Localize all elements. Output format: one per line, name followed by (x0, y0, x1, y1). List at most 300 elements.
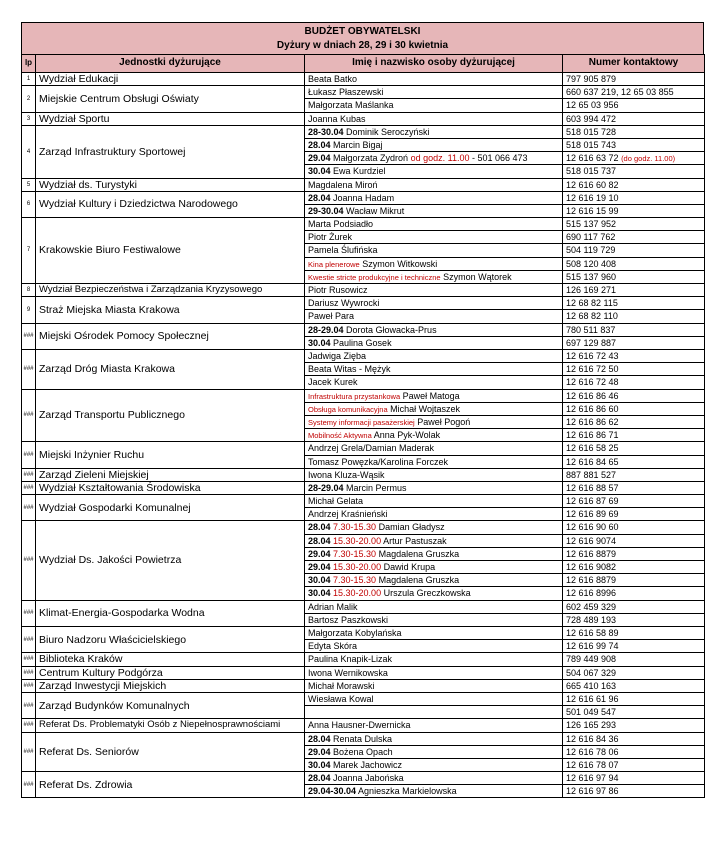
person-text: Małgorzata Maślanka (308, 100, 394, 111)
row-phones (563, 125, 705, 178)
phone-entry (563, 179, 704, 191)
person-entry (305, 561, 562, 574)
person-entry (305, 258, 562, 271)
phone-text: 12 616 86 62 (566, 416, 619, 427)
phone-entry (563, 456, 704, 468)
person-entry (305, 231, 562, 244)
phone-text: 602 459 329 (566, 601, 617, 612)
phone-entry (563, 561, 704, 574)
row-phones (563, 521, 705, 600)
phone-entry (563, 746, 704, 759)
phone-text: 12 616 19 10 (566, 192, 619, 203)
table-row (22, 481, 705, 494)
phone-text: 508 120 408 (566, 258, 617, 269)
phone-entry (563, 165, 704, 177)
phone-text: 501 049 547 (566, 707, 617, 718)
phone-entry (563, 548, 704, 561)
phone-entry (563, 587, 704, 599)
phone-text: 12 616 78 06 (566, 746, 619, 757)
person-text: Marcin Bigaj (330, 139, 383, 150)
table-row (22, 323, 705, 349)
row-lp: 8 (22, 284, 36, 297)
phone-text: 12 65 03 956 (566, 100, 619, 111)
row-phones (563, 297, 705, 323)
row-phones (563, 679, 705, 692)
person-entry (305, 205, 562, 217)
row-phones (563, 323, 705, 349)
phone-text: 797 905 879 (566, 74, 617, 84)
person-date: 30.04 (308, 337, 331, 348)
row-unit: Zarząd Infrastruktury Sportowej (36, 125, 305, 178)
phone-entry (563, 429, 704, 441)
table-row (22, 218, 705, 284)
row-phones (563, 481, 705, 494)
person-entry (305, 113, 562, 125)
table-row (22, 297, 705, 323)
person-text: Bartosz Paszkowski (308, 614, 389, 625)
phone-text: 12 616 15 99 (566, 205, 619, 216)
row-unit: Klimat-Energia-Gospodarka Wodna (36, 600, 305, 626)
row-lp: 7 (22, 218, 36, 284)
row-persons (305, 86, 563, 112)
phone-entry (563, 706, 704, 718)
phone-text: 12 616 72 48 (566, 377, 619, 388)
person-text: Michał Gelata (308, 496, 364, 507)
phone-text: 12 616 72 50 (566, 364, 619, 375)
phone-text: 12 616 63 72 (566, 153, 622, 164)
phone-entry (563, 258, 704, 271)
row-persons (305, 442, 563, 468)
row-persons (305, 521, 563, 600)
person-date: 29.04 (308, 746, 331, 757)
phone-entry (563, 495, 704, 508)
phone-text: 603 994 472 (566, 113, 617, 124)
phone-text: 12 616 9082 (566, 562, 617, 573)
phone-text: 12 616 61 96 (566, 693, 619, 704)
phone-text: 12 616 90 60 (566, 522, 619, 533)
person-text: - 501 066 473 (469, 153, 528, 164)
phone-entry (563, 680, 704, 692)
phone-text: 12 616 8879 (566, 548, 617, 559)
table-row (22, 692, 705, 718)
person-entry (305, 363, 562, 376)
phone-entry (563, 218, 704, 231)
row-persons (305, 297, 563, 323)
phone-entry (563, 772, 704, 785)
person-date: 28-29.04 (308, 324, 344, 335)
person-date: 28.04 (308, 139, 331, 150)
person-text: Agnieszka Markielowska (356, 786, 457, 797)
table-row (22, 86, 705, 112)
row-lp: ### (22, 323, 36, 349)
row-lp: ### (22, 521, 36, 600)
row-persons (305, 679, 563, 692)
table-row (22, 679, 705, 692)
row-lp: 1 (22, 73, 36, 86)
row-lp: ### (22, 468, 36, 481)
phone-entry (563, 693, 704, 706)
phone-text: 12 616 58 89 (566, 627, 619, 638)
person-text: Andrzej Grela/Damian Maderak (308, 443, 435, 454)
person-note: 15.30-20.00 (330, 535, 382, 546)
row-phones (563, 495, 705, 521)
person-note: Kina plenerowe (308, 259, 360, 269)
row-persons (305, 73, 563, 86)
row-persons (305, 178, 563, 191)
phone-text: 780 511 837 (566, 324, 616, 335)
phone-entry (563, 535, 704, 548)
header-row (22, 55, 705, 73)
person-entry (305, 86, 562, 99)
person-text: Michał Wojtaszek (387, 403, 460, 414)
table-row (22, 73, 705, 86)
row-lp: 2 (22, 86, 36, 112)
person-text: Beata Batko (308, 74, 358, 84)
person-entry (305, 680, 562, 692)
person-entry (305, 469, 562, 481)
row-persons (305, 772, 563, 798)
phone-entry (563, 337, 704, 349)
row-unit: Wydział Edukacji (36, 73, 305, 86)
person-note: 15.30-20.00 (330, 562, 382, 573)
phone-entry (563, 403, 704, 416)
person-text: Małgorzata Zydroń (330, 153, 411, 164)
person-text: Wiesława Kowal (308, 693, 374, 704)
person-text: Magdalena Gruszka (376, 548, 460, 559)
phone-entry (563, 99, 704, 111)
phone-text: 12 616 8879 (566, 575, 617, 586)
row-phones (563, 389, 705, 442)
phone-text: 518 015 743 (566, 139, 617, 150)
phone-text: 12 616 9074 (566, 535, 617, 546)
person-date: 30.04 (308, 759, 331, 770)
person-text: Dorota Głowacka-Prus (343, 324, 437, 335)
phone-text: 126 165 293 (566, 720, 617, 731)
person-date: 29.04-30.04 (308, 786, 357, 797)
person-text: Marek Jachowicz (330, 759, 403, 770)
row-lp: ### (22, 481, 36, 494)
phone-entry (563, 350, 704, 363)
row-persons (305, 692, 563, 718)
phone-entry (563, 244, 704, 257)
phone-text: 12 616 78 07 (566, 759, 619, 770)
phone-text: 515 137 952 (566, 219, 617, 230)
row-phones (563, 666, 705, 679)
table-body (22, 73, 705, 798)
person-text: Artur Pastuszak (381, 535, 447, 546)
table-row (22, 112, 705, 125)
person-entry (305, 508, 562, 520)
row-phones (563, 191, 705, 217)
phone-entry (563, 627, 704, 640)
phone-text: 504 119 729 (566, 245, 616, 256)
person-entry (305, 521, 562, 534)
person-entry (305, 706, 562, 718)
person-note: Systemy informacji pasażerskiej (308, 417, 415, 427)
phone-entry (563, 759, 704, 771)
person-entry (305, 192, 562, 205)
person-text: Urszula Greczkowska (381, 588, 471, 599)
phone-entry (563, 376, 704, 388)
row-phones (563, 600, 705, 626)
person-text: Piotr Rusowicz (308, 285, 368, 296)
person-entry (305, 244, 562, 257)
row-lp: ### (22, 732, 36, 772)
person-entry (305, 271, 562, 283)
person-text: Dawid Krupa (381, 562, 436, 573)
phone-entry (563, 601, 704, 614)
duty-table (21, 54, 705, 798)
row-persons (305, 191, 563, 217)
row-phones (563, 178, 705, 191)
person-entry (305, 442, 562, 455)
phone-entry (563, 126, 704, 139)
phone-entry (563, 310, 704, 322)
person-entry (305, 548, 562, 561)
person-entry (305, 456, 562, 468)
person-entry (305, 627, 562, 640)
table-row (22, 442, 705, 468)
row-unit: Krakowskie Biuro Festiwalowe (36, 218, 305, 284)
row-lp: ### (22, 389, 36, 442)
row-unit: Zarząd Zieleni Miejskiej (36, 468, 305, 481)
person-text: Szymon Wątorek (440, 271, 512, 282)
person-entry (305, 772, 562, 785)
person-text: Edyta Skóra (308, 641, 358, 652)
row-persons (305, 653, 563, 666)
person-entry (305, 403, 562, 416)
row-persons (305, 732, 563, 772)
row-persons (305, 626, 563, 652)
phone-text: 12 616 8996 (566, 588, 617, 599)
phone-text: 12 616 86 46 (566, 390, 619, 401)
row-unit: Zarząd Budynków Komunalnych (36, 692, 305, 718)
row-phones (563, 86, 705, 112)
person-note: od godz. 11.00 (410, 153, 470, 164)
phone-entry (563, 205, 704, 217)
phone-entry (563, 508, 704, 520)
row-lp: 9 (22, 297, 36, 323)
phone-text: 126 169 271 (566, 285, 617, 296)
person-text: Tomasz Powęzka/Karolina Forczek (308, 456, 449, 467)
person-entry (305, 785, 562, 797)
phone-text: 12 616 97 94 (566, 773, 619, 784)
phone-entry (563, 521, 704, 534)
row-lp: ### (22, 772, 36, 798)
person-text: Piotr Żurek (308, 232, 353, 243)
table-row (22, 468, 705, 481)
person-note: Mobilność Aktywna (308, 431, 372, 441)
phone-entry (563, 640, 704, 652)
table-row (22, 125, 705, 178)
person-text: Ewa Kurdziel (330, 166, 386, 177)
phone-entry (563, 363, 704, 376)
row-phones (563, 468, 705, 481)
person-text: Wacław Mikrut (343, 205, 405, 216)
phone-entry (563, 442, 704, 455)
phone-entry (563, 482, 704, 494)
person-date: 28-29.04 (308, 482, 344, 493)
person-date: 29.04 (308, 562, 331, 573)
table-row (22, 350, 705, 390)
row-phones (563, 73, 705, 86)
phone-text: 12 616 86 71 (566, 430, 619, 441)
person-entry (305, 719, 562, 731)
phone-text: 12 68 82 115 (566, 298, 618, 309)
table-row (22, 772, 705, 798)
table-row (22, 389, 705, 442)
row-persons (305, 468, 563, 481)
person-date: 30.04 (308, 588, 331, 599)
row-phones (563, 218, 705, 284)
person-note: Obsługa komunikacyjna (308, 404, 388, 414)
row-persons (305, 323, 563, 349)
row-unit: Wydział Gospodarki Komunalnej (36, 495, 305, 521)
row-phones (563, 284, 705, 297)
person-text: Pamela Ślufińska (308, 245, 378, 256)
phone-entry (563, 469, 704, 481)
row-persons (305, 350, 563, 390)
phone-text: 12 616 87 69 (566, 496, 619, 507)
col-unit: Jednostki dyżurujące (36, 55, 305, 73)
person-entry (305, 693, 562, 706)
person-text: Joanna Hadam (330, 192, 395, 203)
table-row (22, 719, 705, 732)
table-row (22, 666, 705, 679)
person-entry (305, 416, 562, 429)
person-text: Joanna Kubas (308, 113, 366, 124)
phone-text: 12 616 99 74 (566, 641, 619, 652)
row-phones (563, 653, 705, 666)
row-unit: Zarząd Transportu Publicznego (36, 389, 305, 442)
sheet-header (21, 22, 704, 54)
person-entry (305, 165, 562, 177)
row-lp: 3 (22, 112, 36, 125)
phone-text: 789 449 908 (566, 654, 617, 665)
person-entry (305, 535, 562, 548)
person-entry (305, 390, 562, 403)
row-persons (305, 719, 563, 732)
person-entry (305, 310, 562, 322)
phone-entry (563, 574, 704, 587)
person-text: Damian Gładysz (376, 522, 445, 533)
phone-entry (563, 653, 704, 665)
person-entry (305, 640, 562, 652)
phone-entry (563, 231, 704, 244)
col-person: Imię i nazwisko osoby dyżurującej (305, 55, 563, 73)
row-persons (305, 600, 563, 626)
row-unit: Referat Ds. Seniorów (36, 732, 305, 772)
row-unit: Biuro Nadzoru Właścicielskiego (36, 626, 305, 652)
phone-text: 728 489 193 (566, 614, 617, 625)
row-unit: Zarząd Inwestycji Miejskich (36, 679, 305, 692)
row-unit: Miejskie Centrum Obsługi Oświaty (36, 86, 305, 112)
phone-text: 12 616 84 65 (566, 456, 619, 467)
person-text: Bożena Opach (330, 746, 393, 757)
person-entry (305, 284, 562, 296)
row-phones (563, 626, 705, 652)
person-text: Paulina Knapik-Lizak (308, 654, 393, 665)
table-row (22, 626, 705, 652)
row-persons (305, 481, 563, 494)
sheet-title: BUDŻET OBYWATELSKI (304, 26, 421, 37)
phone-entry (563, 324, 704, 337)
person-text: Andrzej Kraśnieński (308, 509, 388, 520)
person-entry (305, 574, 562, 587)
phone-entry (563, 113, 704, 125)
row-unit: Miejski Ośrodek Pomocy Społecznej (36, 323, 305, 349)
phone-entry (563, 390, 704, 403)
phone-entry (563, 73, 704, 85)
person-entry (305, 653, 562, 665)
person-entry (305, 73, 562, 85)
row-lp: ### (22, 692, 36, 718)
person-note: Infrastruktura przystankowa (308, 391, 401, 401)
person-text: Iwona Wernikowska (308, 667, 388, 678)
table-row (22, 653, 705, 666)
person-text: Magdalena Gruszka (376, 575, 460, 586)
row-unit: Wydział Kultury i Dziedzictwa Narodowego (36, 191, 305, 217)
row-lp: ### (22, 626, 36, 652)
row-persons (305, 284, 563, 297)
phone-text: 12 616 58 25 (566, 443, 619, 454)
person-text: Marta Podsiadło (308, 219, 374, 230)
phone-text: 12 616 60 82 (566, 179, 619, 190)
phone-text: 12 68 82 110 (566, 311, 618, 322)
phone-entry (563, 152, 704, 165)
phone-text: 660 637 219, 12 65 03 855 (566, 87, 674, 98)
row-unit: Referat Ds. Zdrowia (36, 772, 305, 798)
table-row (22, 495, 705, 521)
row-persons (305, 218, 563, 284)
row-phones (563, 350, 705, 390)
phone-entry (563, 614, 704, 626)
phone-text: 690 117 762 (566, 232, 616, 243)
person-date: 30.04 (308, 166, 331, 177)
row-lp: ### (22, 350, 36, 390)
row-unit: Centrum Kultury Podgórza (36, 666, 305, 679)
person-date: 28.04 (308, 535, 331, 546)
person-text: Dominik Seroczyński (343, 126, 430, 137)
row-unit: Wydział Sportu (36, 112, 305, 125)
person-entry (305, 601, 562, 614)
phone-text: 12 616 84 36 (566, 733, 619, 744)
phone-entry (563, 719, 704, 731)
phone-text: 515 137 960 (566, 271, 617, 282)
person-text: Anna Pyk-Wolak (371, 430, 441, 441)
person-text: Magdalena Miroń (308, 179, 378, 190)
person-text: Łukasz Płaszewski (308, 87, 384, 98)
phone-entry (563, 416, 704, 429)
person-note: 7.30-15.30 (330, 548, 377, 559)
phone-entry (563, 284, 704, 296)
person-note: 7.30-15.30 (330, 522, 377, 533)
person-text: Paweł Matoga (400, 390, 460, 401)
row-lp: 6 (22, 191, 36, 217)
phone-entry (563, 667, 704, 679)
person-note: 7.30-15.30 (330, 575, 377, 586)
person-date: 28.04 (308, 192, 331, 203)
phone-entry (563, 733, 704, 746)
row-unit: Wydział Bezpieczeństwa i Zarządzania Kryzysowego (36, 284, 305, 297)
phone-text: 887 881 527 (566, 469, 617, 480)
row-unit: Straż Miejska Miasta Krakowa (36, 297, 305, 323)
row-unit: Wydział Ds. Jakości Powietrza (36, 521, 305, 600)
person-entry (305, 337, 562, 349)
person-entry (305, 350, 562, 363)
phone-text: 697 129 887 (566, 337, 617, 348)
row-lp: ### (22, 666, 36, 679)
